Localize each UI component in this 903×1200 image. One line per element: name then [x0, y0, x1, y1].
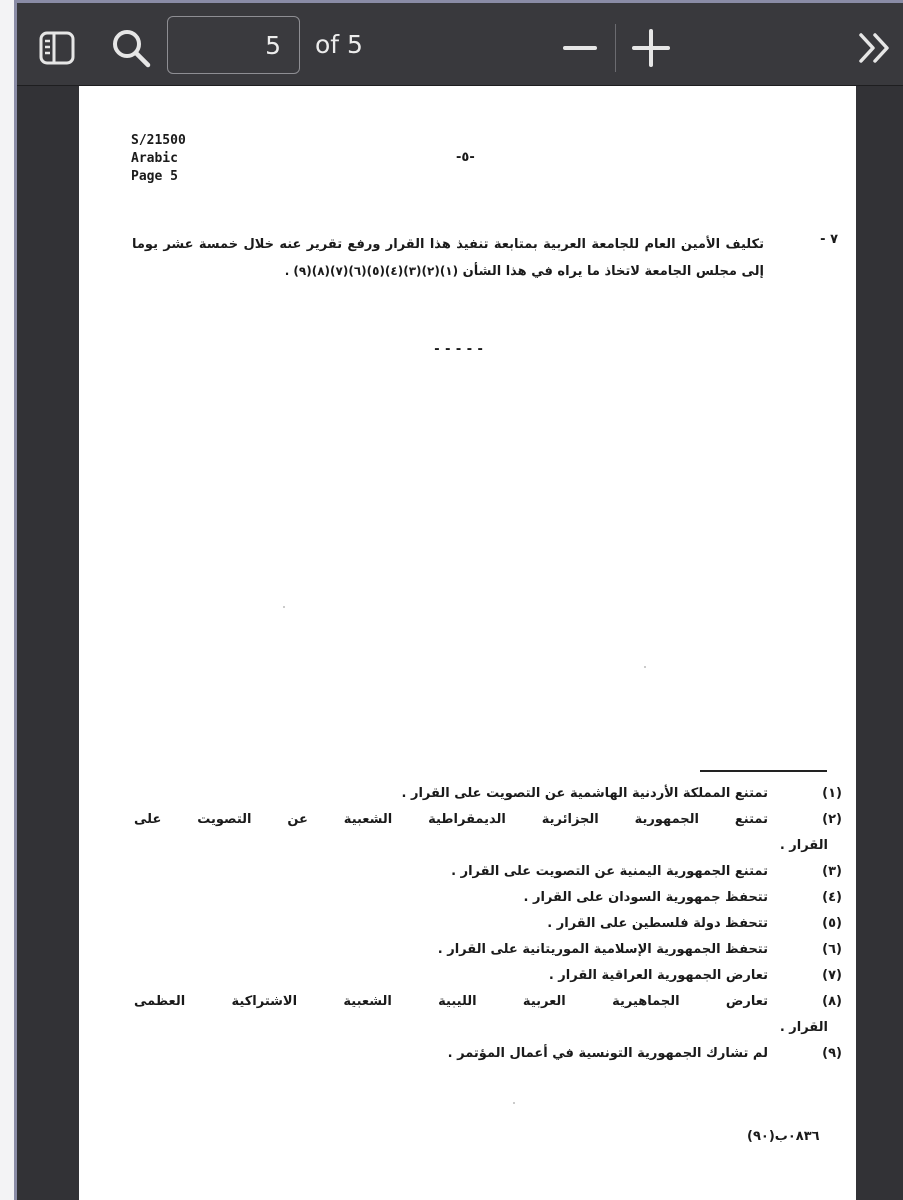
scan-speck — [644, 666, 646, 668]
footnote-rule — [700, 770, 827, 772]
zoom-out-icon[interactable] — [563, 33, 597, 63]
item-7-references: (١)(٢)(٣)(٤)(٥)(٦)(٧)(٨)(٩) . — [284, 264, 459, 278]
document-symbol: S/21500 — [131, 133, 186, 148]
zoom-in-icon[interactable] — [631, 28, 671, 68]
chevron-double-right-icon[interactable] — [857, 31, 893, 65]
footnote-text: تمتنع الجمهورية اليمنية عن التصويت على القرار . — [451, 864, 768, 879]
section-separator: ----- — [433, 342, 488, 357]
document-page-label: Page 5 — [131, 169, 178, 184]
footnote-text: تمتنع الجمهورية الجزائرية الديمقراطية الشعبية عن التصويت على — [134, 812, 768, 827]
footnote-number: (٤) — [822, 890, 842, 905]
footnote-text: لم تشارك الجمهورية التونسية في أعمال المؤتمر . — [447, 1046, 768, 1061]
document-page — [79, 86, 856, 1200]
scan-speck — [283, 606, 285, 608]
footnote-continuation: القرار . — [779, 1020, 828, 1035]
sidebar-toggle-icon[interactable] — [39, 30, 75, 66]
page-number-center: -٥- — [456, 150, 475, 165]
toolbar — [17, 0, 903, 86]
toolbar-divider — [615, 24, 616, 72]
footnote-text: تتحفظ دولة فلسطين على القرار . — [547, 916, 768, 931]
footnote-text: تعارض الجماهيرية العربية الليبية الشعبية الاشتراكية العظمى — [134, 994, 768, 1009]
footnote-number: (٥) — [822, 916, 842, 931]
document-header — [131, 132, 186, 186]
footnote-number: (٩) — [822, 1046, 842, 1061]
footnote-text: تعارض الجمهورية العراقية القرار . — [548, 968, 768, 983]
footnote-number: (٨) — [822, 994, 842, 1009]
search-icon[interactable] — [110, 27, 152, 69]
page-number-input[interactable] — [167, 16, 300, 74]
scan-speck — [513, 1102, 515, 1104]
footnote-number: (١) — [822, 786, 842, 801]
footnote-text: تتحفظ جمهورية السودان على القرار . — [523, 890, 768, 905]
page-count-label: of 5 — [315, 30, 363, 59]
footnote-text: تتحفظ الجمهورية الإسلامية الموريتانية على القرار . — [437, 942, 768, 957]
item-7-text: تكليف الأمين العام للجامعة العربية بمتابعة تنفيذ هذا القرار ورفع تقرير عنه خلال خمسة عشر يوما إلى مجلس الجامعة لاتخاذ ما يراه في هذا الشأن — [132, 237, 764, 279]
footnote-number: (٢) — [822, 812, 842, 827]
footnote-number: (٧) — [822, 968, 842, 983]
item-number: ٧ - — [820, 232, 838, 247]
document-code: ٠٨٣٦ب(٩٠) — [747, 1129, 820, 1144]
footnote-number: (٣) — [822, 864, 842, 879]
footnote-number: (٦) — [822, 942, 842, 957]
pdf-viewer-window — [14, 0, 903, 1200]
document-language: Arabic — [131, 151, 178, 166]
footnote-text: تمتنع المملكة الأردنية الهاشمية عن التصويت على القرار . — [401, 786, 768, 801]
footnote-continuation: القرار . — [779, 838, 828, 853]
item-7-paragraph — [132, 232, 764, 285]
